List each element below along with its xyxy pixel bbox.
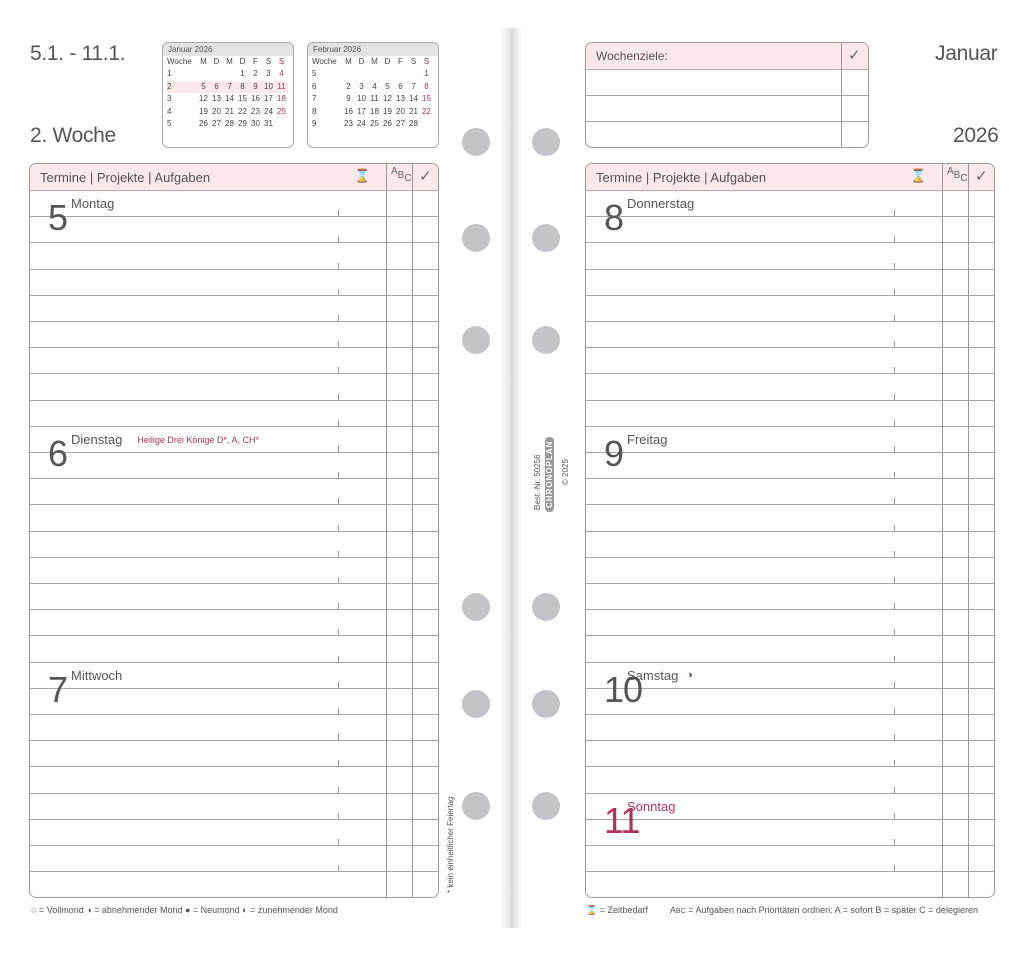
calendar-day-cell: 13 — [396, 94, 405, 104]
time-tick — [338, 865, 339, 871]
calendar-header-cell: M — [226, 57, 233, 66]
calendar-day-cell: 10 — [262, 81, 275, 93]
calendar-day-cell — [394, 68, 407, 80]
time-tick — [894, 289, 895, 295]
calendar-header-cell: M — [345, 57, 352, 66]
time-tick — [338, 629, 339, 635]
ruled-line — [30, 373, 438, 374]
copyright: © 2025 — [561, 459, 570, 485]
ruled-line — [30, 583, 438, 584]
calendar-day-cell: 18 — [277, 94, 286, 104]
calendar-day-cell: 22 — [422, 106, 431, 116]
calendar-header-cell: S — [423, 57, 430, 66]
weekly-goals-box — [585, 42, 869, 148]
order-number: Best.-Nr. 50256 — [533, 454, 542, 510]
day-panel-left — [29, 163, 439, 898]
time-legend: ⌛ = Zeitbedarf — [586, 905, 649, 915]
calendar-day-cell: 7 — [223, 81, 236, 93]
ruled-line — [586, 662, 994, 663]
time-tick — [338, 394, 339, 400]
time-tick — [894, 341, 895, 347]
check-icon: ✓ — [419, 168, 432, 185]
time-tick — [894, 525, 895, 531]
time-tick — [894, 708, 895, 714]
binder-spine — [500, 28, 522, 928]
ruled-line — [586, 845, 994, 846]
panel-title: Termine | Projekte | Aufgaben — [40, 170, 211, 185]
ruled-line — [30, 426, 438, 427]
calendar-day-cell: 17 — [264, 94, 273, 104]
ruled-line — [30, 242, 438, 243]
time-tick — [338, 236, 339, 242]
calendar-header-cell: F — [253, 57, 258, 66]
time-tick — [894, 734, 895, 740]
day-number: 6 — [48, 432, 68, 474]
moon-phase-icon: ◑ — [686, 668, 693, 681]
calendar-day-cell: 29 — [238, 119, 247, 129]
calendar-header-cell: D — [213, 57, 220, 66]
calendar-header-cell: D — [358, 57, 365, 66]
panel-header — [30, 164, 438, 191]
ruled-line — [586, 714, 994, 715]
time-tick — [894, 446, 895, 452]
calendar-day-cell: 4 — [279, 69, 284, 79]
calendar-day-cell: 20 — [396, 106, 405, 116]
calendar-day-cell: 14 — [225, 94, 234, 104]
ruled-line — [30, 688, 438, 689]
day-number: 8 — [604, 197, 624, 238]
calendar-day-cell: 24 — [264, 106, 273, 116]
calendar-day-cell: 12 — [199, 94, 208, 104]
calendar-day-cell: 2 — [253, 69, 258, 79]
year-label: 2026 — [953, 124, 999, 147]
time-tick — [894, 551, 895, 557]
calendar-day-cell: 22 — [238, 106, 247, 116]
ruled-line — [586, 373, 994, 374]
time-tick — [338, 708, 339, 714]
ruled-line — [586, 688, 994, 689]
panel-title: Termine | Projekte | Aufgaben — [596, 170, 767, 185]
calendar-day-cell: 8 — [424, 81, 429, 91]
ruled-line — [586, 426, 994, 427]
calendar-day-cell: 24 — [357, 119, 366, 129]
time-tick — [894, 865, 895, 871]
time-tick — [338, 603, 339, 609]
calendar-week-cell: 5 — [312, 69, 317, 79]
time-tick — [338, 525, 339, 531]
calendar-header-cell: M — [371, 57, 378, 66]
time-tick — [894, 603, 895, 609]
calendar-day-cell: 15 — [422, 94, 431, 104]
ruled-line — [30, 216, 438, 217]
ruled-line — [30, 766, 438, 767]
day-number: 7 — [48, 668, 68, 710]
calendar-day-cell: 27 — [396, 119, 405, 129]
calendar-header-cell: S — [265, 57, 272, 66]
calendar-day-cell: 12 — [383, 94, 392, 104]
calendar-day-cell: 27 — [212, 119, 221, 129]
ruled-line — [586, 609, 994, 610]
ruled-line — [586, 400, 994, 401]
binder-hole — [532, 593, 560, 621]
time-tick — [338, 656, 339, 662]
time-tick — [338, 551, 339, 557]
time-tick — [338, 577, 339, 583]
ruled-line — [586, 871, 994, 872]
ruled-line — [30, 635, 438, 636]
binder-hole — [462, 593, 490, 621]
calendar-week-cell: 3 — [167, 94, 172, 104]
calendar-day-cell: 4 — [372, 81, 377, 91]
day-number: 9 — [604, 432, 624, 474]
calendar-day-cell: 5 — [197, 81, 210, 93]
ruled-line — [30, 793, 438, 794]
day-name: Dienstag — [71, 431, 123, 447]
calendar-week-cell: 6 — [312, 81, 317, 91]
time-tick — [338, 839, 339, 845]
holiday-footnote: * kein einheitlicher Feiertag — [446, 796, 455, 893]
calendar-header-cell: M — [200, 57, 207, 66]
calendar-day-cell: 21 — [409, 106, 418, 116]
calendar-day-cell: 11 — [275, 81, 288, 93]
day-name: Sonntag — [627, 798, 676, 814]
calendar-day-cell: 26 — [199, 119, 208, 129]
ruled-line — [30, 269, 438, 270]
calendar-day-cell: 19 — [383, 106, 392, 116]
time-tick — [338, 760, 339, 766]
ruled-line — [30, 740, 438, 741]
ruled-line — [30, 819, 438, 820]
ruled-line — [30, 662, 438, 663]
ruled-line — [30, 452, 438, 453]
ruled-line — [586, 321, 994, 322]
calendar-week-cell: 1 — [167, 69, 172, 79]
calendar-day-cell: 2 — [346, 81, 351, 91]
ruled-line — [30, 531, 438, 532]
calendar-header-cell: F — [398, 57, 403, 66]
holiday-note: Heilige Drei Könige D*, A, CH* — [137, 434, 259, 445]
calendar-day-cell: 28 — [225, 119, 234, 129]
mini-calendar-table — [167, 56, 288, 130]
time-tick — [894, 210, 895, 216]
ruled-line — [30, 295, 438, 296]
calendar-day-cell: 16 — [251, 94, 260, 104]
day-panel-right — [585, 163, 995, 898]
ruled-line — [586, 819, 994, 820]
ruled-line — [586, 347, 994, 348]
day-name: Donnerstag — [627, 196, 695, 211]
calendar-day-cell: 31 — [264, 119, 273, 129]
calendar-day-cell: 20 — [212, 106, 221, 116]
calendar-day-cell: 25 — [370, 119, 379, 129]
time-tick — [338, 341, 339, 347]
day-name: Freitag — [627, 431, 668, 447]
calendar-day-cell: 25 — [277, 106, 286, 116]
goals-header — [586, 43, 868, 70]
check-icon: ✓ — [975, 168, 988, 185]
calendar-week-cell: 2 — [167, 81, 197, 93]
time-tick — [338, 472, 339, 478]
time-tick — [338, 682, 339, 688]
calendar-week-cell: 4 — [167, 106, 172, 116]
ruled-line — [586, 452, 994, 453]
ruled-line — [30, 321, 438, 322]
binder-hole — [462, 792, 490, 820]
binder-hole — [532, 326, 560, 354]
calendar-day-cell: 11 — [370, 94, 379, 104]
hourglass-icon: ⌛ — [586, 905, 598, 915]
panel-header — [586, 164, 994, 191]
calendar-day-cell — [355, 68, 368, 80]
ruled-line — [586, 216, 994, 217]
calendar-header-cell: S — [278, 57, 285, 66]
goals-label: Wochenziele: — [596, 49, 668, 63]
time-tick — [338, 813, 339, 819]
ruled-line — [30, 557, 438, 558]
calendar-day-cell: 5 — [385, 81, 390, 91]
time-tick — [894, 394, 895, 400]
ruled-line — [30, 714, 438, 715]
binder-hole — [462, 224, 490, 252]
ruled-line — [586, 478, 994, 479]
time-tick — [894, 787, 895, 793]
time-tick — [894, 498, 895, 504]
time-tick — [338, 446, 339, 452]
ruled-line — [30, 504, 438, 505]
calendar-header-cell: D — [384, 57, 391, 66]
ruled-line — [586, 740, 994, 741]
time-tick — [894, 682, 895, 688]
calendar-day-cell: 9 — [249, 81, 262, 93]
ruled-line — [586, 766, 994, 767]
time-tick — [894, 656, 895, 662]
calendar-header-cell: D — [239, 57, 246, 66]
check-icon: ✓ — [848, 47, 861, 64]
time-tick — [338, 420, 339, 426]
calendar-day-cell: 13 — [212, 94, 221, 104]
day-name: Montag — [71, 196, 115, 211]
calendar-day-cell: 18 — [370, 106, 379, 116]
priority-legend: ABC = Aufgaben nach Prioritäten ordnen: A = sofort B = später C = delegieren — [670, 905, 978, 915]
time-tick — [338, 289, 339, 295]
calendar-day-cell: 6 — [210, 81, 223, 93]
calendar-day-cell: 15 — [238, 94, 247, 104]
time-tick — [338, 787, 339, 793]
calendar-day-cell — [368, 68, 381, 80]
calendar-day-cell: 6 — [398, 81, 403, 91]
calendar-day-cell: 10 — [357, 94, 366, 104]
hourglass-icon: ⌛ — [910, 168, 927, 183]
binder-hole — [532, 224, 560, 252]
day-name: Mittwoch — [71, 667, 123, 683]
abc-priority-icon: ABC — [947, 166, 968, 184]
day-number: 11 — [604, 799, 640, 841]
ruled-line — [586, 269, 994, 270]
time-tick — [894, 760, 895, 766]
time-tick — [338, 498, 339, 504]
date-range: 5.1. - 11.1. — [30, 42, 126, 65]
calendar-day-cell: 3 — [266, 69, 271, 79]
calendar-header-cell: Woche — [312, 57, 337, 66]
calendar-day-cell: 1 — [424, 69, 429, 79]
mini-calendar-february — [307, 42, 439, 148]
calendar-week-cell: 9 — [312, 119, 317, 129]
ruled-line — [586, 242, 994, 243]
day-number: 5 — [48, 197, 68, 238]
ruled-line — [586, 583, 994, 584]
calendar-day-cell: 23 — [344, 119, 353, 129]
mini-calendar-title: Februar 2026 — [308, 43, 438, 56]
ruled-line — [586, 635, 994, 636]
calendar-header-cell: S — [410, 57, 417, 66]
time-tick — [894, 839, 895, 845]
binder-hole — [462, 690, 490, 718]
abc-priority-icon: ABC — [670, 905, 686, 915]
calendar-day-cell: 26 — [383, 119, 392, 129]
ruled-line — [586, 531, 994, 532]
calendar-day-cell: 9 — [346, 94, 351, 104]
calendar-day-cell: 16 — [344, 106, 353, 116]
time-tick — [338, 210, 339, 216]
hourglass-icon: ⌛ — [354, 168, 371, 183]
calendar-day-cell: 14 — [409, 94, 418, 104]
calendar-day-cell — [342, 68, 355, 80]
calendar-day-cell — [197, 68, 210, 80]
brand-label: CHRONOPLAN — [545, 437, 554, 512]
mini-calendar-january — [162, 42, 294, 148]
day-number: 10 — [604, 668, 643, 710]
calendar-day-cell: 28 — [409, 119, 418, 129]
moon-legend: ○ = Vollmond ◑ = abnehmender Mond ● = Neumond ◐ = zunehmender Mond — [31, 905, 338, 915]
time-tick — [338, 734, 339, 740]
calendar-week-cell: 7 — [312, 94, 317, 104]
calendar-day-cell — [381, 68, 394, 80]
ruled-line — [30, 871, 438, 872]
ruled-line — [30, 478, 438, 479]
ruled-line — [30, 845, 438, 846]
ruled-line — [586, 793, 994, 794]
calendar-day-cell — [210, 68, 223, 80]
time-tick — [894, 472, 895, 478]
month-label: Januar — [935, 42, 998, 65]
binder-hole — [532, 128, 560, 156]
calendar-day-cell: 1 — [240, 69, 245, 79]
time-tick — [338, 263, 339, 269]
time-tick — [894, 577, 895, 583]
calendar-day-cell: 19 — [199, 106, 208, 116]
calendar-day-cell: 8 — [236, 81, 249, 93]
binder-hole — [462, 326, 490, 354]
time-tick — [894, 263, 895, 269]
abc-priority-icon: ABC — [391, 166, 412, 184]
binder-hole — [462, 128, 490, 156]
ruled-line — [30, 400, 438, 401]
calendar-day-cell — [223, 68, 236, 80]
time-tick — [894, 367, 895, 373]
binder-hole — [532, 792, 560, 820]
calendar-day-cell: 3 — [359, 81, 364, 91]
calendar-week-cell: 5 — [167, 119, 172, 129]
calendar-day-cell — [420, 118, 433, 130]
time-tick — [894, 813, 895, 819]
mini-calendar-title: Januar 2026 — [163, 43, 293, 56]
time-tick — [338, 367, 339, 373]
ruled-line — [586, 557, 994, 558]
calendar-day-cell — [275, 118, 288, 130]
day-name: Samstag — [627, 667, 679, 683]
calendar-day-cell: 7 — [411, 81, 416, 91]
time-tick — [894, 420, 895, 426]
ruled-line — [30, 609, 438, 610]
time-tick — [894, 236, 895, 242]
week-label: 2. Woche — [30, 124, 116, 147]
ruled-line — [586, 504, 994, 505]
time-tick — [894, 629, 895, 635]
calendar-day-cell: 30 — [251, 119, 260, 129]
binder-hole — [532, 690, 560, 718]
time-tick — [338, 315, 339, 321]
calendar-day-cell — [407, 68, 420, 80]
time-tick — [894, 315, 895, 321]
calendar-header-cell: Woche — [167, 57, 192, 66]
calendar-week-cell: 8 — [312, 106, 317, 116]
ruled-line — [30, 347, 438, 348]
mini-calendar-table — [312, 56, 433, 130]
ruled-line — [586, 295, 994, 296]
calendar-day-cell: 21 — [225, 106, 234, 116]
calendar-day-cell: 17 — [357, 106, 366, 116]
calendar-day-cell: 23 — [251, 106, 260, 116]
